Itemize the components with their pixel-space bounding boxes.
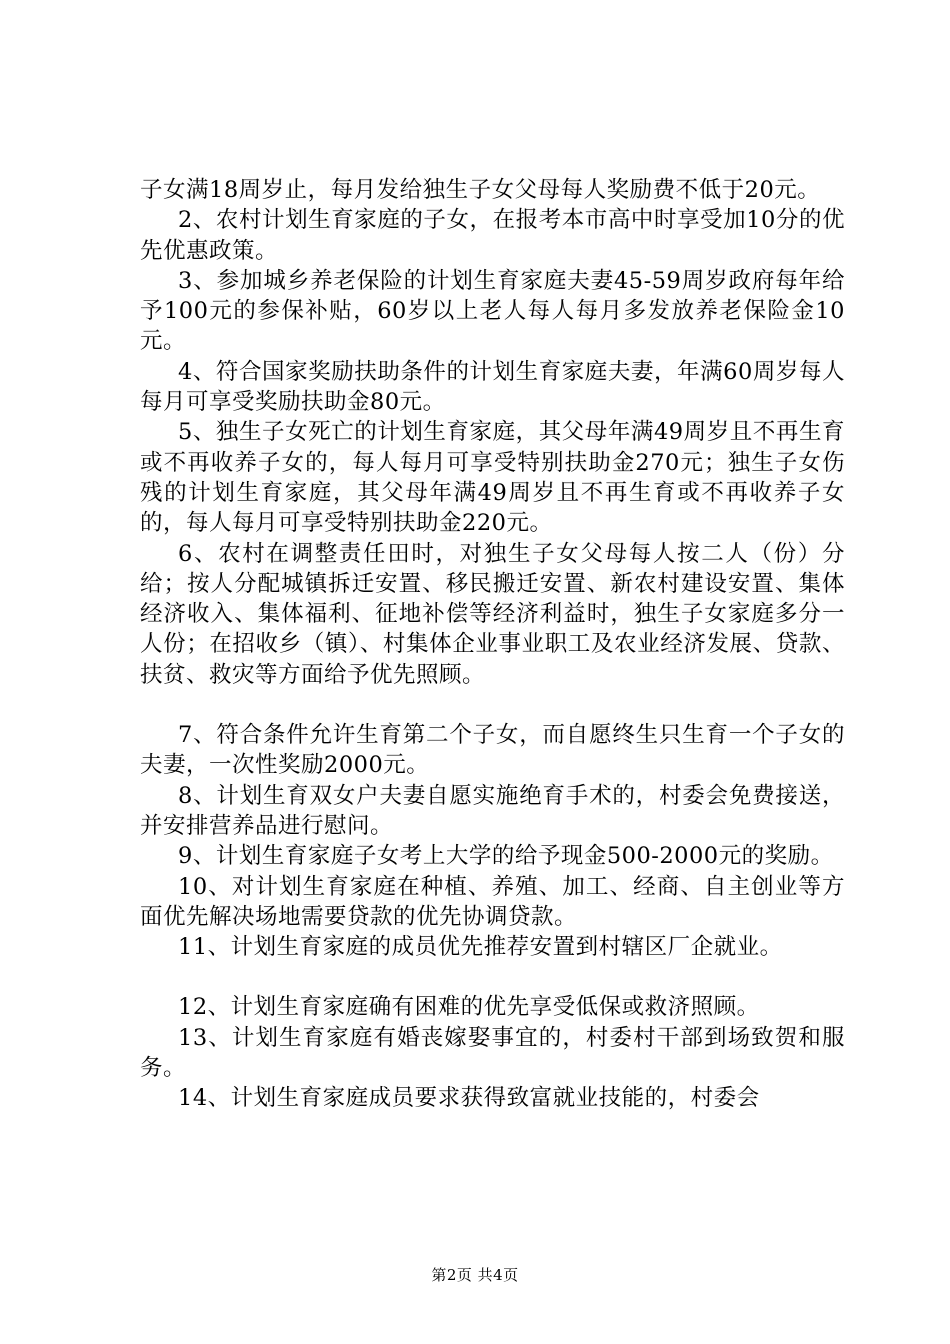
paragraph-item-7: 7、符合条件允许生育第二个子女，而自愿终生只生育一个子女的夫妻，一次性奖励2000元。 [140, 722, 845, 779]
paragraph-item-2: 2、农村计划生育家庭的子女，在报考本市高中时享受加10分的优先优惠政策。 [140, 207, 845, 264]
paragraph-item-3: 3、参加城乡养老保险的计划生育家庭夫妻45-59周岁政府每年给予100元的参保补贴，60岁以上老人每人每月多发放养老保险金10元。 [140, 267, 845, 355]
paragraph-item-13: 13、计划生育家庭有婚丧嫁娶事宜的，村委村干部到场致贺和服务。 [140, 1024, 845, 1082]
paragraph-item-5: 5、独生子女死亡的计划生育家庭，其父母年满49周岁且不再生育或不再收养子女的，每人每月可享受特别扶助金270元；独生子女伤残的计划生育家庭，其父母年满49周岁且不再生育或不再收养子女的，每人每月可享受特别扶助金220元。 [140, 419, 845, 537]
document-body [140, 175, 845, 1114]
paragraph-item-6: 6、农村在调整责任田时，对独生子女父母每人按二人（份）分给；按人分配城镇拆迁安置、移民搬迁安置、新农村建设安置、集体经济收入、集体福利、征地补偿等经济利益时，独生子女家庭多分一人份；在招收乡（镇）、村集体企业事业职工及农业经济发展、贷款、扶贫、救灾等方面给予优先照顾。 [140, 540, 845, 688]
paragraph-item-12: 12、计划生育家庭确有困难的优先享受低保或救济照顾。 [178, 994, 760, 1021]
paragraph-item-10: 10、对计划生育家庭在种植、养殖、加工、经商、自主创业等方面优先解决场地需要贷款的优先协调贷款。 [140, 873, 845, 930]
paragraph-continuation: 子女满18周岁止，每月发给独生子女父母每人奖励费不低于20元。 [140, 177, 821, 203]
paragraph-item-11: 11、计划生育家庭的成员优先推荐安置到村辖区厂企就业。 [178, 934, 783, 961]
paragraph-item-4: 4、符合国家奖励扶助条件的计划生育家庭夫妻，年满60周岁每人每月可享受奖励扶助金80元。 [140, 358, 845, 416]
paragraph-item-14: 14、计划生育家庭成员要求获得致富就业技能的，村委会 [178, 1085, 760, 1112]
paragraph-item-9: 9、计划生育家庭子女考上大学的给予现金500-2000元的奖励。 [178, 843, 834, 870]
page-number-footer: 第2页 共4页 [431, 1266, 519, 1284]
paragraph-item-8: 8、计划生育双女户夫妻自愿实施绝育手术的，村委会免费接送，并安排营养品进行慰问。 [140, 782, 845, 839]
